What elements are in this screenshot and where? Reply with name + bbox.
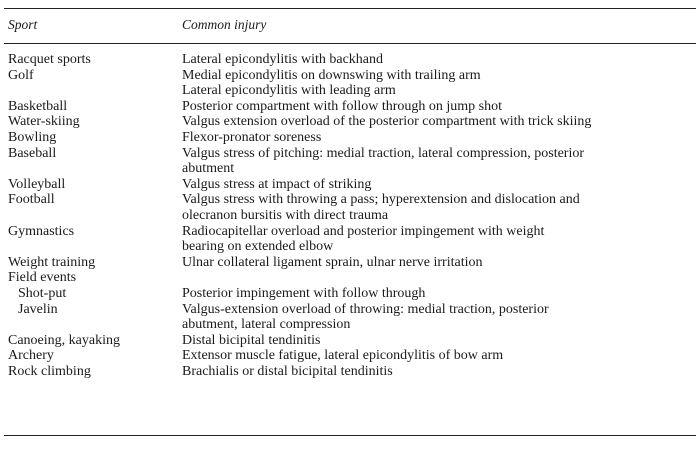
table-row — [0, 177, 700, 193]
injury-cell: Extensor muscle fatigue, lateral epicondylitis of bow arm — [182, 348, 504, 364]
header-sport: Sport — [8, 17, 38, 32]
injury-cell: Valgus extension overload of the posterior compartment with trick skiing — [182, 114, 592, 130]
injury-cell: Medial epicondylitis on downswing with trailing arm Lateral epicondylitis with leading arm — [182, 67, 481, 99]
injury-cell: Ulnar collateral ligament sprain, ulnar nerve irritation — [182, 254, 483, 270]
injury-cell: Distal bicipital tendinitis — [182, 332, 321, 348]
header-common-injury: Common injury — [182, 17, 267, 32]
table-row — [0, 364, 700, 380]
table-row — [0, 192, 700, 223]
table-row — [0, 348, 700, 364]
injury-cell — [182, 270, 694, 286]
table-row — [0, 224, 700, 255]
table-row — [0, 114, 700, 130]
injury-cell: Lateral epicondylitis with backhand — [182, 52, 383, 67]
table-row — [0, 302, 700, 333]
injury-cell: Posterior impingement with follow through — [182, 285, 426, 301]
sport-cell: Weight training — [8, 254, 96, 270]
table-header-rule — [4, 43, 696, 44]
sport-cell: Archery — [8, 348, 54, 364]
injury-cell: Valgus stress at impact of striking — [182, 176, 372, 192]
sport-cell: Water-skiing — [8, 114, 80, 130]
injury-cell: Valgus stress with throwing a pass; hyperextension and dislocation and olecranon bursitis with direct trauma — [182, 192, 580, 223]
sport-cell: Gymnastics — [8, 223, 75, 239]
sport-cell: Baseball — [8, 145, 57, 161]
table-body — [0, 52, 700, 379]
table-row — [0, 146, 700, 177]
table-row — [0, 52, 700, 68]
table-row — [0, 255, 700, 271]
table-row — [0, 270, 700, 286]
sport-cell: Bowling — [8, 129, 57, 145]
injury-cell: Valgus stress of pitching: medial traction, lateral compression, posterior abutment — [182, 145, 585, 177]
sport-cell: Volleyball — [8, 176, 66, 192]
sport-cell: Racquet sports — [8, 52, 91, 67]
table-row — [0, 333, 700, 349]
sport-cell: Canoeing, kayaking — [8, 332, 120, 348]
injury-cell: Flexor-pronator soreness — [182, 129, 322, 145]
injury-cell: Radiocapitellar overload and posterior impingement with weight bearing on extended elbow — [182, 223, 545, 255]
table-header-row — [0, 17, 700, 37]
table-bottom-rule — [4, 435, 696, 436]
injury-cell: Brachialis or distal bicipital tendinitis — [182, 363, 393, 379]
sport-cell: Field events — [8, 270, 77, 286]
sport-cell: Rock climbing — [8, 363, 91, 379]
sport-cell: Basketball — [8, 98, 68, 114]
table-row — [0, 286, 700, 302]
table-top-rule — [4, 8, 696, 9]
table-row — [0, 130, 700, 146]
sport-cell: Golf — [8, 67, 34, 83]
sport-cell: Shot-put — [18, 285, 67, 301]
injury-cell: Posterior compartment with follow through on jump shot — [182, 98, 503, 114]
injury-cell: Valgus-extension overload of throwing: medial traction, posterior abutment, lateral compression — [182, 301, 549, 333]
sport-cell: Javelin — [18, 301, 58, 317]
table-row — [0, 68, 700, 99]
sport-cell: Football — [8, 192, 55, 208]
table-row — [0, 99, 700, 115]
